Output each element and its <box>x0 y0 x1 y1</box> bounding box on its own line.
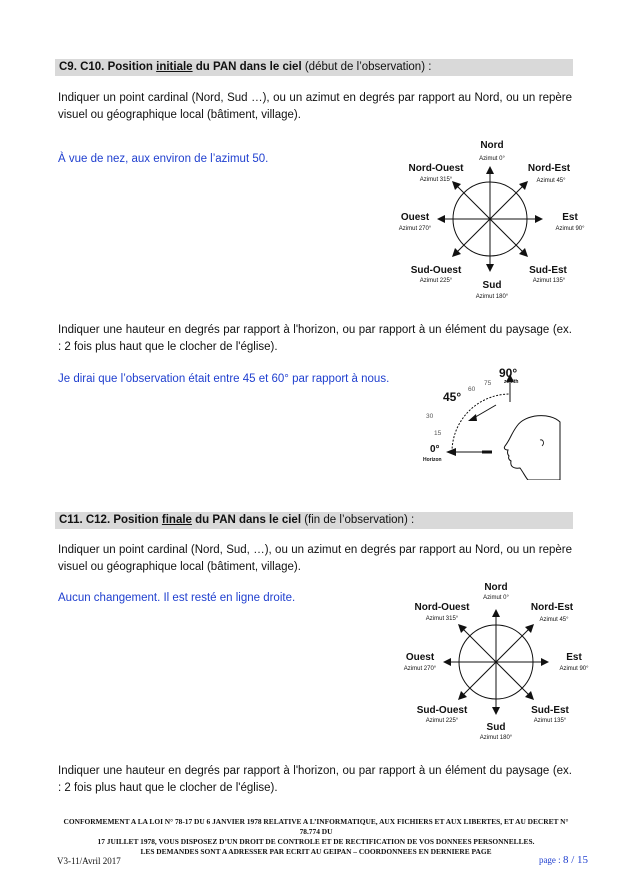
compass-east-azimuth: Azimut 90° <box>555 226 585 232</box>
header-text-2: du PAN dans le ciel <box>191 514 302 526</box>
compass-north-azimuth: Azimut 0° <box>479 156 505 162</box>
compass-southeast-label: Sud-Est <box>529 265 567 276</box>
compass-east-label: Est <box>562 212 578 223</box>
compass-west-label: Ouest <box>400 212 430 223</box>
compass-west-azimuth: Azimut 270° <box>403 666 437 672</box>
page-count: 8 / 15 <box>562 854 588 866</box>
compass-southeast-azimuth: Azimut 135° <box>532 278 566 284</box>
compass-southwest-label: Sud-Ouest <box>416 705 468 716</box>
compass-east-label: Est <box>566 652 582 663</box>
compass-southeast-label: Sud-Est <box>531 705 569 716</box>
header-text: C11. C12. Position <box>59 514 162 526</box>
angle-75-label: 75 <box>484 380 492 387</box>
compass-southwest-azimuth: Azimut 225° <box>419 278 453 284</box>
page-number <box>539 854 588 866</box>
compass-south-label: Sud <box>482 280 502 291</box>
compass-south-label: Sud <box>486 722 506 733</box>
compass-northwest-azimuth: Azimut 315° <box>425 616 459 622</box>
compass-south-azimuth: Azimut 180° <box>479 735 513 741</box>
legal-line-2: 17 JUILLET 1978, VOUS DISPOSEZ D’UN DROIT DE CONTROLE ET DE RECTIFICATION DE VOS DONNEES PERSONNELLES. <box>97 837 535 846</box>
angle-60-label: 60 <box>468 386 476 393</box>
horizon-label: Horizon <box>423 457 442 463</box>
compass-west-label: Ouest <box>405 652 435 663</box>
zenith-label: zénith <box>504 379 519 385</box>
header-note: (début de l’observation) : <box>301 61 432 73</box>
header-text-2: du PAN dans le ciel <box>192 61 302 73</box>
header-note: (fin de l’observation) : <box>301 514 415 526</box>
legal-line-1: CONFORMEMENT A LA LOI N° 78-17 DU 6 JANVIER 1978 RELATIVE A L’INFORMATIQUE, AUX FICHIERS ET AUX LIBERTES, ET AU DECRET N° 78.774 DU <box>63 817 569 836</box>
question-height-final: Indiquer une hauteur en degrés par rapport à l'horizon, ou par rapport à un élément du paysage (ex. : 2 fois plus haut que le clocher de l'église). <box>58 765 572 794</box>
section-header-initial-position <box>55 59 573 76</box>
compass-north-azimuth: Azimut 0° <box>483 595 509 601</box>
angle-0-label: 0° <box>430 444 440 455</box>
compass-northwest-azimuth: Azimut 315° <box>419 177 453 183</box>
header-text: C9. C10. Position <box>59 61 157 73</box>
version-label: V3-11/Avril 2017 <box>57 856 121 866</box>
compass-north-label: Nord <box>480 140 504 151</box>
answer-direction-final[interactable]: Aucun changement. Il est resté en ligne droite. <box>58 592 296 604</box>
legal-notice <box>60 817 572 857</box>
compass-northwest-label: Nord-Ouest <box>408 163 464 174</box>
compass-southeast-azimuth: Azimut 135° <box>533 718 567 724</box>
angle-15-label: 15 <box>434 430 442 437</box>
header-underlined-text: finale <box>161 514 192 526</box>
page-label: page : <box>538 855 563 865</box>
compass-rose-diagram <box>390 135 590 305</box>
angle-45-label: 45° <box>443 390 462 404</box>
compass-south-azimuth: Azimut 180° <box>475 294 509 300</box>
compass-north-label: Nord <box>484 582 508 593</box>
section-header-final-position <box>55 512 573 529</box>
angle-30-label: 30 <box>426 413 434 420</box>
compass-northwest-label: Nord-Ouest <box>414 602 470 613</box>
compass-northeast-label: Nord-Est <box>527 163 571 174</box>
compass-northeast-azimuth: Azimut 45° <box>539 617 569 623</box>
compass-southwest-label: Sud-Ouest <box>410 265 462 276</box>
question-direction-final: Indiquer un point cardinal (Nord, Sud, …), ou un azimut en degrés par rapport au Nord, ou un repère visuel ou géographique local (bâtiment, village). <box>58 544 572 573</box>
compass-rose-diagram-final <box>390 578 590 748</box>
compass-west-azimuth: Azimut 270° <box>398 226 432 232</box>
question-direction: Indiquer un point cardinal (Nord, Sud …), ou un azimut en degrés par rapport au Nord, ou un repère visuel ou géographique local (bâtiment, village). <box>58 92 572 121</box>
compass-northeast-azimuth: Azimut 45° <box>536 178 566 184</box>
answer-height[interactable]: Je dirai que l’observation était entre 45 et 60° par rapport à nous. <box>58 373 390 385</box>
elevation-angle-diagram <box>410 360 570 480</box>
question-height: Indiquer une hauteur en degrés par rapport à l'horizon, ou par rapport à un élément du paysage (ex. : 2 fois plus haut que le clocher de l'église). <box>58 324 572 353</box>
legal-line-3: LES DEMANDES SONT A ADRESSER PAR ECRIT AU GEIPAN – COORDONNEES EN DERNIERE PAGE <box>140 847 492 856</box>
compass-northeast-label: Nord-Est <box>530 602 574 613</box>
header-underlined-text: initiale <box>156 61 193 73</box>
answer-direction[interactable]: À vue de nez, aux environ de l’azimut 50. <box>58 153 269 165</box>
angle-90-label: 90° <box>499 366 518 380</box>
compass-east-azimuth: Azimut 90° <box>559 666 589 672</box>
compass-southwest-azimuth: Azimut 225° <box>425 718 459 724</box>
